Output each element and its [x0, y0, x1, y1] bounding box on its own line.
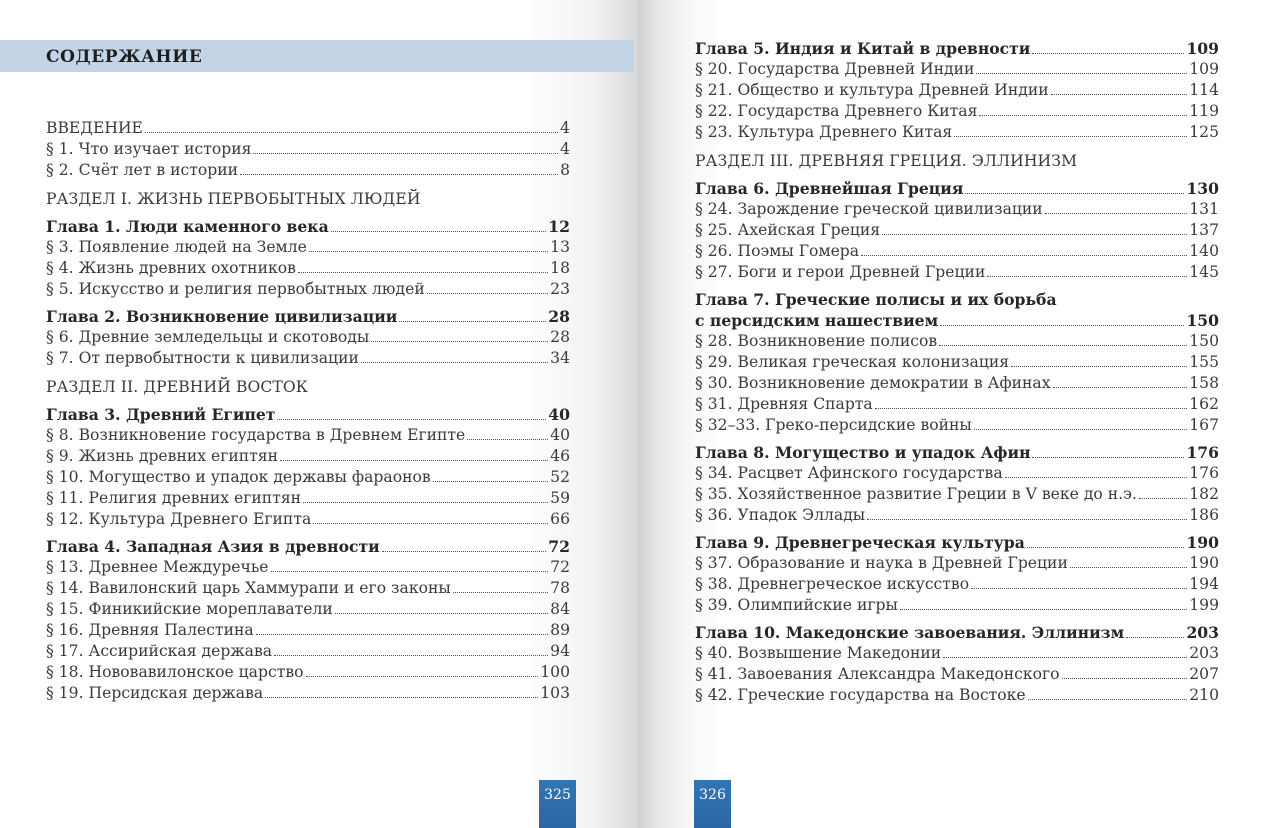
toc-entry-title: Глава 5. Индия и Китай в древности	[695, 39, 1031, 58]
toc-entry-title: § 7. От первобытности к цивилизации	[46, 349, 359, 367]
toc-entry-title: Глава 3. Древний Египет	[46, 405, 276, 424]
toc-title: СОДЕРЖАНИЕ	[46, 47, 203, 67]
toc-page-number: 182	[1189, 485, 1219, 503]
toc-entry	[46, 258, 570, 279]
dot-leader	[1062, 674, 1188, 679]
dot-leader	[900, 605, 1187, 610]
toc-entry-title: § 42. Греческие государства на Востоке	[695, 686, 1026, 704]
toc-page-number: 4	[560, 119, 570, 137]
toc-page-number: 84	[550, 600, 570, 618]
toc-page-number: 145	[1189, 263, 1219, 281]
toc-entry-title: § 37. Образование и наука в Древней Греции	[695, 554, 1068, 572]
toc-entry	[695, 394, 1219, 415]
toc-left-column	[46, 118, 570, 704]
toc-entry-title: § 12. Культура Древнего Египта	[46, 510, 312, 528]
dot-leader	[313, 519, 548, 524]
toc-entry-title: § 35. Хозяйственное развитие Греции в V веке до н.э.	[695, 485, 1137, 503]
toc-entry-title: § 15. Финикийские мореплаватели	[46, 600, 333, 618]
toc-entry	[46, 160, 570, 181]
toc-entry-title: § 20. Государства Древней Индии	[695, 60, 975, 78]
toc-page-number: 130	[1186, 179, 1219, 198]
dot-leader	[875, 404, 1188, 409]
toc-entry	[695, 484, 1219, 505]
toc-page-number: 125	[1189, 123, 1219, 141]
toc-entry-title: § 14. Вавилонский царь Хаммурапи и его законы	[46, 579, 451, 597]
toc-chapter	[695, 442, 1219, 463]
dot-leader	[1011, 362, 1187, 367]
toc-entry-title: § 4. Жизнь древних охотников	[46, 259, 296, 277]
toc-entry-title: § 1. Что изучает история	[46, 140, 252, 158]
toc-section-heading	[695, 151, 1219, 172]
toc-entry	[695, 220, 1219, 241]
toc-entry	[46, 578, 570, 599]
toc-page-number: 199	[1189, 596, 1219, 614]
toc-entry	[46, 425, 570, 446]
dot-leader	[979, 111, 1187, 116]
toc-entry-title: § 16. Древняя Палестина	[46, 621, 254, 639]
dot-leader	[309, 247, 548, 252]
dot-leader	[1005, 473, 1188, 478]
dot-leader	[240, 170, 558, 175]
dot-leader	[361, 358, 548, 363]
toc-entry-title: РАЗДЕЛ II. ДРЕВНИЙ ВОСТОК	[46, 378, 308, 396]
toc-page-number: 109	[1186, 39, 1219, 58]
toc-entry	[46, 683, 570, 704]
toc-entry	[46, 509, 570, 530]
toc-entry-title: § 18. Нововавилонское царство	[46, 663, 304, 681]
toc-page-number: 190	[1189, 554, 1219, 572]
toc-entry-title: § 13. Древнее Междуречье	[46, 558, 269, 576]
toc-entry	[695, 59, 1219, 80]
toc-entry-title: § 22. Государства Древнего Китая	[695, 102, 978, 120]
toc-entry	[695, 122, 1219, 143]
toc-page-number: 176	[1186, 443, 1219, 462]
toc-entry	[46, 662, 570, 683]
dot-leader	[433, 477, 548, 482]
toc-entry-title: § 27. Боги и герои Древней Греции	[695, 263, 986, 281]
toc-page-number: 186	[1189, 506, 1219, 524]
toc-page-number: 207	[1189, 665, 1219, 683]
toc-entry	[46, 327, 570, 348]
toc-entry-title: § 23. Культура Древнего Китая	[695, 123, 953, 141]
toc-entry	[695, 664, 1219, 685]
toc-right-column	[695, 38, 1219, 706]
toc-entry-title: Глава 10. Македонские завоевания. Эллинизм	[695, 623, 1125, 642]
dot-leader	[974, 425, 1187, 430]
toc-entry	[46, 488, 570, 509]
toc-page-number: 176	[1189, 464, 1219, 482]
toc-entry-title: § 5. Искусство и религия первобытных людей	[46, 280, 425, 298]
dot-leader	[861, 251, 1187, 256]
dot-leader	[265, 693, 538, 698]
toc-page-number: 59	[550, 489, 570, 507]
toc-entry-title: § 3. Появление людей на Земле	[46, 238, 307, 256]
toc-entry-title: § 40. Возвышение Македонии	[695, 644, 942, 662]
dot-leader	[1027, 543, 1185, 548]
dot-leader	[940, 321, 1184, 326]
dot-leader	[1070, 563, 1187, 568]
toc-page-number: 137	[1189, 221, 1219, 239]
dot-leader	[303, 498, 548, 503]
toc-entry-title: § 41. Завоевания Александра Македонского	[695, 665, 1060, 683]
toc-page-number: 162	[1189, 395, 1219, 413]
dot-leader	[867, 515, 1187, 520]
dot-leader	[987, 272, 1187, 277]
toc-entry-title: с персидским нашествием	[695, 311, 939, 330]
toc-entry-title: § 36. Упадок Эллады	[695, 506, 866, 524]
toc-entry-title: Глава 1. Люди каменного века	[46, 217, 329, 236]
toc-entry-title: § 9. Жизнь древних египтян	[46, 447, 279, 465]
toc-chapter	[695, 38, 1219, 59]
toc-section-heading	[46, 377, 570, 398]
toc-page-number: 28	[548, 307, 570, 326]
page-number-left: 325	[539, 780, 576, 828]
toc-entry	[695, 553, 1219, 574]
dot-leader	[971, 584, 1187, 589]
toc-entry-title: Глава 9. Древнегреческая культура	[695, 533, 1025, 552]
dot-leader	[271, 567, 549, 572]
toc-page-number: 100	[540, 663, 570, 681]
toc-chapter	[695, 310, 1219, 331]
toc-page-number: 72	[548, 537, 570, 556]
dot-leader	[939, 341, 1187, 346]
toc-page-number: 109	[1189, 60, 1219, 78]
toc-entry-title: § 30. Возникновение демократии в Афинах	[695, 374, 1051, 392]
toc-entry	[695, 643, 1219, 664]
dot-leader	[965, 189, 1184, 194]
toc-page-number: 140	[1189, 242, 1219, 260]
toc-page-number: 78	[550, 579, 570, 597]
toc-page-number: 119	[1189, 102, 1219, 120]
toc-page-number: 40	[548, 405, 570, 424]
toc-entry	[695, 415, 1219, 436]
toc-page-number: 46	[550, 447, 570, 465]
toc-entry-title: § 24. Зарождение греческой цивилизации	[695, 200, 1043, 218]
page-number-right: 326	[694, 780, 731, 828]
toc-page-number: 190	[1186, 533, 1219, 552]
dot-leader	[1032, 49, 1184, 54]
toc-page-number: 23	[550, 280, 570, 298]
toc-entry-title: РАЗДЕЛ III. ДРЕВНЯЯ ГРЕЦИЯ. ЭЛЛИНИЗМ	[695, 152, 1078, 170]
toc-page-number: 194	[1189, 575, 1219, 593]
toc-entry-title: § 17. Ассирийская держава	[46, 642, 273, 660]
toc-entry	[46, 557, 570, 578]
toc-entry	[695, 101, 1219, 122]
dot-leader	[1032, 453, 1184, 458]
dot-leader	[335, 609, 548, 614]
toc-entry	[46, 599, 570, 620]
toc-entry-title: Глава 4. Западная Азия в древности	[46, 537, 380, 556]
toc-entry	[695, 262, 1219, 283]
toc-page-number: 150	[1186, 311, 1219, 330]
dot-leader	[976, 69, 1187, 74]
toc-page-number: 210	[1189, 686, 1219, 704]
toc-entry-title: РАЗДЕЛ I. ЖИЗНЬ ПЕРВОБЫТНЫХ ЛЮДЕЙ	[46, 190, 421, 208]
toc-entry	[46, 620, 570, 641]
toc-page-number: 8	[560, 161, 570, 179]
toc-entry-title: § 6. Древние земледельцы и скотоводы	[46, 328, 370, 346]
toc-entry	[46, 118, 570, 139]
toc-entry-title: § 39. Олимпийские игры	[695, 596, 898, 614]
toc-page-number: 114	[1189, 81, 1219, 99]
toc-page-number: 94	[550, 642, 570, 660]
toc-entry	[46, 139, 570, 160]
dot-leader	[382, 547, 547, 552]
toc-page-number: 155	[1189, 353, 1219, 371]
toc-entry-title: § 25. Ахейская Греция	[695, 221, 881, 239]
dot-leader	[1126, 633, 1184, 638]
toc-page-number: 89	[550, 621, 570, 639]
dot-leader	[467, 435, 548, 440]
toc-page-number: 66	[550, 510, 570, 528]
toc-entry	[695, 463, 1219, 484]
toc-chapter	[46, 216, 570, 237]
toc-entry	[46, 467, 570, 488]
dot-leader	[331, 227, 547, 232]
toc-page-number: 203	[1189, 644, 1219, 662]
toc-page-number: 203	[1186, 623, 1219, 642]
toc-entry	[695, 241, 1219, 262]
toc-page-number: 28	[550, 328, 570, 346]
toc-entry	[695, 685, 1219, 706]
toc-entry	[695, 331, 1219, 352]
dot-leader	[943, 653, 1187, 658]
toc-entry-title: § 19. Персидская держава	[46, 684, 264, 702]
toc-page-number: 131	[1189, 200, 1219, 218]
dot-leader	[274, 651, 548, 656]
toc-entry	[695, 373, 1219, 394]
toc-entry-title: § 31. Древняя Спарта	[695, 395, 873, 413]
toc-entry-title: § 34. Расцвет Афинского государства	[695, 464, 1003, 482]
dot-leader	[453, 588, 548, 593]
toc-entry-title: § 2. Счёт лет в истории	[46, 161, 239, 179]
dot-leader	[882, 230, 1187, 235]
toc-entry-title: ВВЕДЕНИЕ	[46, 119, 143, 137]
toc-page-number: 103	[540, 684, 570, 702]
toc-entry	[46, 279, 570, 300]
toc-entry	[695, 595, 1219, 616]
dot-leader	[1051, 90, 1188, 95]
toc-header-band	[0, 40, 634, 72]
dot-leader	[1053, 383, 1188, 388]
toc-chapter	[46, 536, 570, 557]
toc-entry-title: § 26. Поэмы Гомера	[695, 242, 860, 260]
toc-chapter	[695, 178, 1219, 199]
toc-page-number: 34	[550, 349, 570, 367]
toc-entry-title: § 10. Могущество и упадок державы фараонов	[46, 468, 431, 486]
toc-section-heading	[46, 189, 570, 210]
toc-entry-title: § 8. Возникновение государства в Древнем Египте	[46, 426, 466, 444]
toc-page-number: 12	[548, 217, 570, 236]
toc-entry-title: Глава 8. Могущество и упадок Афин	[695, 443, 1031, 462]
toc-entry-title: § 29. Великая греческая колонизация	[695, 353, 1010, 371]
toc-entry	[695, 574, 1219, 595]
toc-entry-title: § 28. Возникновение полисов	[695, 332, 938, 350]
toc-page-number: 40	[550, 426, 570, 444]
toc-chapter-title: Глава 7. Греческие полисы и их борьба	[695, 290, 1057, 309]
dot-leader	[1028, 695, 1188, 700]
toc-entry	[695, 80, 1219, 101]
toc-page-number: 52	[550, 468, 570, 486]
toc-entry-title: § 38. Древнегреческое искусство	[695, 575, 970, 593]
toc-page-number: 4	[560, 140, 570, 158]
dot-leader	[306, 672, 539, 677]
toc-page-number: 72	[550, 558, 570, 576]
dot-leader	[954, 132, 1187, 137]
dot-leader	[399, 317, 546, 322]
toc-entry-title: § 32–33. Греко-персидские войны	[695, 416, 972, 434]
toc-entry	[46, 641, 570, 662]
toc-entry	[46, 237, 570, 258]
toc-entry-title: § 11. Религия древних египтян	[46, 489, 302, 507]
toc-entry	[695, 505, 1219, 526]
toc-entry	[46, 446, 570, 467]
toc-page-number: 13	[550, 238, 570, 256]
dot-leader	[1045, 209, 1188, 214]
toc-entry-title: § 21. Общество и культура Древней Индии	[695, 81, 1049, 99]
toc-chapter	[695, 622, 1219, 643]
dot-leader	[1139, 494, 1187, 499]
dot-leader	[253, 149, 558, 154]
dot-leader	[277, 415, 546, 420]
toc-page-number: 167	[1189, 416, 1219, 434]
toc-entry	[46, 348, 570, 369]
dot-leader	[298, 268, 548, 273]
toc-entry-title: Глава 6. Древнейшая Греция	[695, 179, 964, 198]
toc-page-number: 150	[1189, 332, 1219, 350]
toc-entry	[695, 199, 1219, 220]
dot-leader	[256, 630, 548, 635]
toc-chapter	[695, 532, 1219, 553]
toc-page-number: 158	[1189, 374, 1219, 392]
dot-leader	[280, 456, 548, 461]
dot-leader	[145, 128, 558, 133]
toc-entry-title: Глава 2. Возникновение цивилизации	[46, 307, 398, 326]
toc-entry	[695, 352, 1219, 373]
toc-chapter	[46, 306, 570, 327]
dot-leader	[427, 289, 548, 294]
toc-page-number: 18	[550, 259, 570, 277]
dot-leader	[371, 337, 548, 342]
toc-chapter	[46, 404, 570, 425]
